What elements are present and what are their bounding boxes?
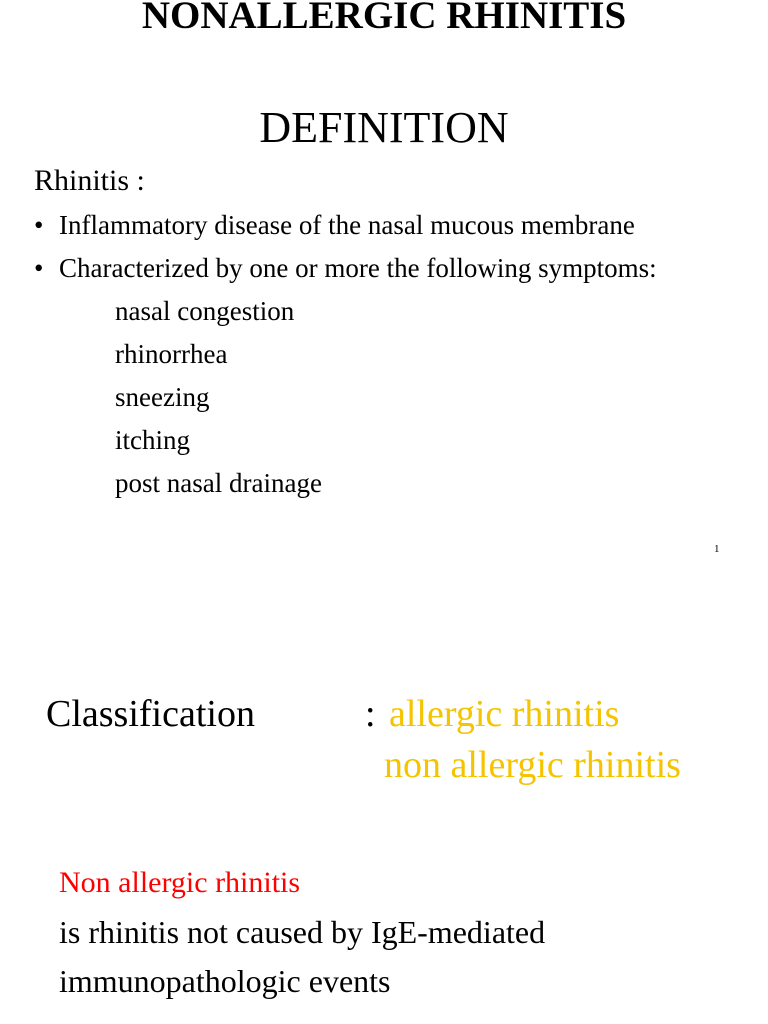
classification-colon: : — [365, 693, 376, 735]
symptom-item: rhinorrhea — [115, 339, 228, 369]
bullet-text: Inflammatory disease of the nasal mucous membrane — [59, 210, 635, 240]
definition-heading: DEFINITION — [259, 103, 509, 152]
classification-label: Classification — [46, 693, 255, 735]
bullet-text: Characterized by one or more the following symptoms: — [59, 253, 657, 283]
nar-definition-line: is rhinitis not caused by IgE-mediated — [59, 914, 546, 950]
bullet-marker: • — [34, 210, 44, 240]
page-number: 1 — [714, 543, 720, 555]
bullet-item — [34, 252, 657, 284]
term-label: Rhinitis : — [34, 164, 145, 197]
symptom-item: itching — [115, 425, 190, 455]
symptom-item: post nasal drainage — [115, 468, 322, 498]
slide-title: NONALLERGIC RHINITIS — [141, 0, 627, 37]
classification-item: allergic rhinitis — [389, 693, 620, 735]
nar-definition-line: immunopathologic events — [59, 963, 391, 999]
symptom-item: sneezing — [115, 382, 210, 412]
classification-item: non allergic rhinitis — [384, 744, 681, 786]
symptom-item: nasal congestion — [115, 296, 295, 326]
nar-heading: Non allergic rhinitis — [59, 866, 301, 899]
bullet-marker: • — [34, 253, 44, 283]
bullet-item — [34, 209, 635, 241]
